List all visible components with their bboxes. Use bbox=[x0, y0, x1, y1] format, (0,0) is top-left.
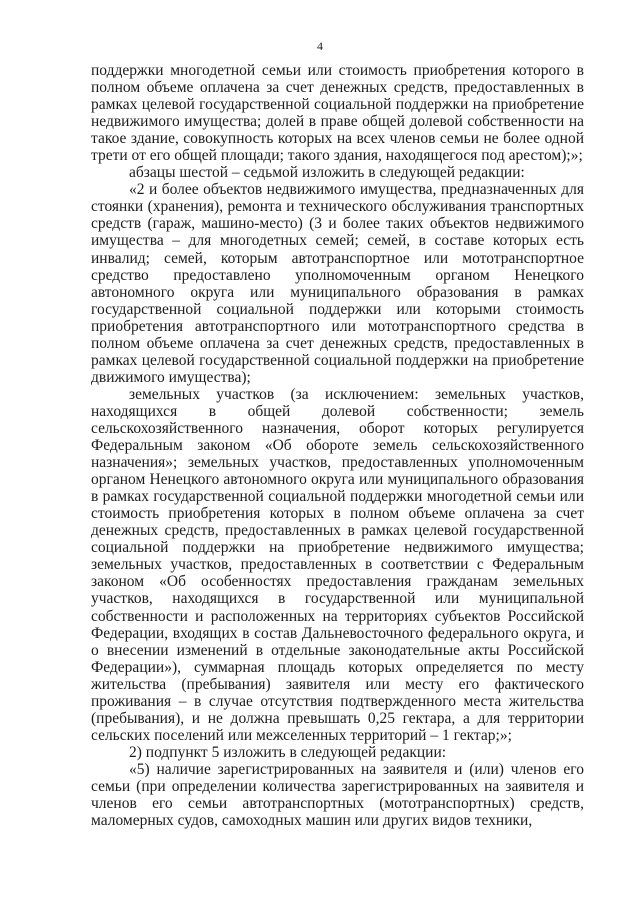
paragraph-land-plots: земельных участков (за исключением: земельных участков, находящихся в общей долевой собственности; земель сельскохозяйственного назначения, оборот которых регулируется Федеральным законом «Об обороте земель сельскохозяйственного назначения»; земельных участков, предоставленных уполномоченным органом Ненецкого автономного округа или муниципального образования в рамках государственной социальной поддержки многодетной семьи или стоимость приобретения которых в полном объеме оплачена за счет денежных средств, предоставленных в рамках целевой государственной социальной поддержки на приобретение недвижимого имущества; земельных участков, предоставленных в соответствии с Федеральным законом «Об особенностях предоставления гражданам земельных участков, находящихся в государственной или муниципальной собственности и расположенных на территориях субъектов Российской Федерации, входящих в состав Дальневосточного федерального округа, и о внесении изменений в отдельные законодательные акты Российской Федерации»), суммарная площадь которых определяется по месту жительства (пребывания) заявителя или месту его фактического проживания – в случае отсутствия подтвержденного места жительства (пребывания), и не должна превышать 0,25 гектара, а для территории сельских поселений или межселенных территорий – 1 гектар;»; bbox=[91, 385, 584, 744]
paragraph-subclause-instruction: 2) подпункт 5 изложить в следующей редакции: bbox=[129, 743, 447, 761]
paragraph-continuation: поддержки многодетной семьи или стоимость приобретения которого в полном объеме оплачена за счет денежных средств, предоставленных в рамках целевой государственной социальной поддержки на приобретение недвижимого имущества; долей в праве общей долевой собственности на такое здание, совокупность которых на всех членов семьи не более одной трети от его общей площади; такого здания, находящегося под арестом);»; bbox=[91, 62, 584, 165]
paragraph-amendment-instruction: абзацы шестой – седьмой изложить в следующей редакции: bbox=[129, 164, 525, 182]
document-body bbox=[91, 62, 584, 829]
paragraph-subclause-5: «5) наличие зарегистрированных на заявителя и (или) членов его семьи (при определении количества зарегистрированных на заявителя и членов его семьи автотранспортных (мототранспортных) средств, маломерных судов, самоходных машин или других видов техники, bbox=[91, 760, 584, 830]
page-number: 4 bbox=[317, 39, 323, 53]
paragraph-parking-objects: «2 и более объектов недвижимого имущества, предназначенных для стоянки (хранения), ремонта и технического обслуживания транспортных средств (гараж, машино-место) (3 и более таких объектов недвижимого имущества – для многодетных семей; семей, в составе которых есть инвалид; семей, которым автотранспортное или мототранспортное средство предоставлено уполномоченным органом Ненецкого автономного округа или муниципального образования в рамках государственной социальной поддержки или которыми стоимость приобретения автотранспортного или мототранспортного средства в полном объеме оплачена за счет денежных средств, предоставленных в рамках целевой государственной социальной поддержки на приобретение движимого имущества); bbox=[91, 181, 584, 386]
